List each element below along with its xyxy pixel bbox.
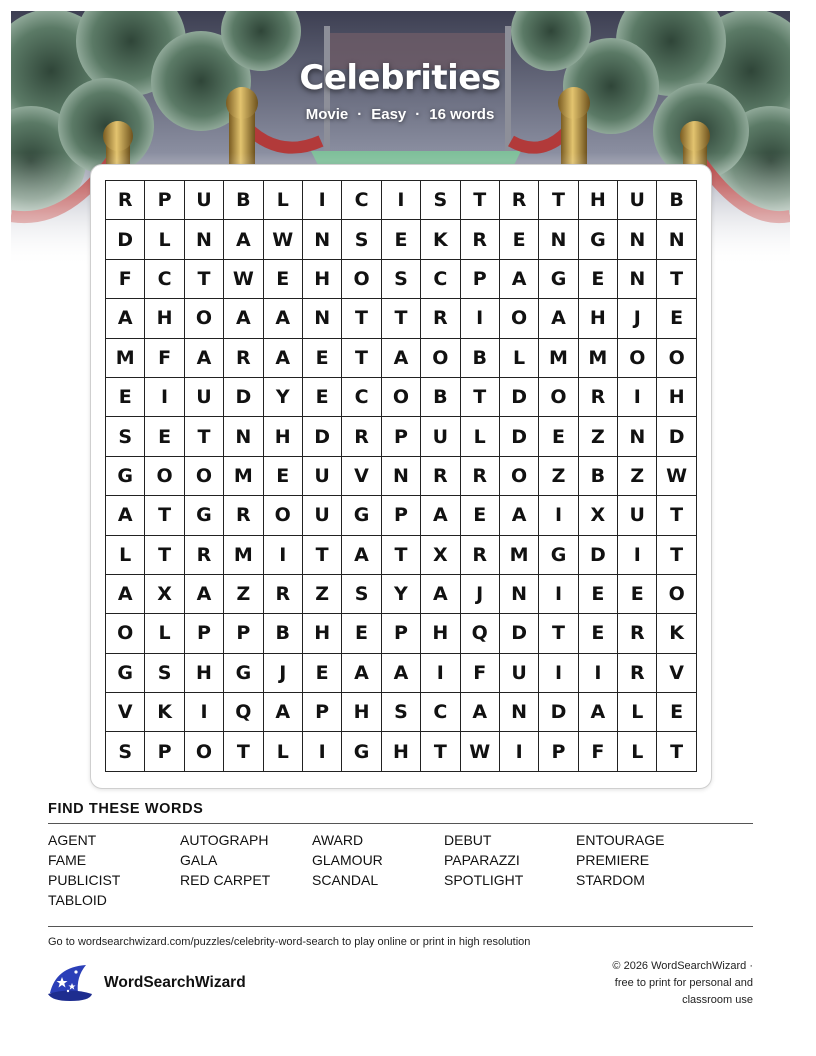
grid-cell[interactable]: H <box>657 378 696 417</box>
grid-cell[interactable]: A <box>106 496 145 535</box>
grid-cell[interactable]: E <box>657 693 696 732</box>
grid-cell[interactable]: C <box>342 181 381 220</box>
grid-cell[interactable]: A <box>421 496 460 535</box>
word-list-item: FAME <box>48 852 87 868</box>
grid-cell[interactable]: N <box>303 299 342 338</box>
grid-cell[interactable]: R <box>461 220 500 259</box>
grid-cell[interactable]: T <box>539 614 578 653</box>
grid-cell[interactable]: A <box>264 299 303 338</box>
grid-cell[interactable]: R <box>264 575 303 614</box>
grid-cell[interactable]: G <box>579 220 618 259</box>
header-text <box>0 58 800 123</box>
grid-cell[interactable]: G <box>539 260 578 299</box>
grid-cell[interactable]: E <box>264 260 303 299</box>
grid-cell[interactable]: O <box>185 732 224 771</box>
grid-cell[interactable]: A <box>185 575 224 614</box>
grid-cell[interactable]: A <box>500 496 539 535</box>
grid-cell[interactable]: R <box>224 496 263 535</box>
grid-cell[interactable]: P <box>145 732 184 771</box>
grid-cell[interactable]: E <box>579 614 618 653</box>
grid-cell[interactable]: E <box>303 339 342 378</box>
grid-cell[interactable]: Z <box>539 457 578 496</box>
grid-cell[interactable]: Q <box>461 614 500 653</box>
grid-cell[interactable]: N <box>224 417 263 456</box>
grid-cell[interactable]: P <box>145 181 184 220</box>
grid-cell[interactable]: F <box>579 732 618 771</box>
grid-cell[interactable]: H <box>303 614 342 653</box>
divider <box>48 823 753 824</box>
grid-cell[interactable]: T <box>145 536 184 575</box>
word-list-item: PAPARAZZI <box>444 852 520 868</box>
word-list-item: DEBUT <box>444 832 492 848</box>
grid-cell[interactable]: L <box>264 181 303 220</box>
grid-cell[interactable]: A <box>224 220 263 259</box>
grid-cell[interactable]: T <box>185 417 224 456</box>
grid-cell[interactable]: T <box>657 260 696 299</box>
grid-cell[interactable]: H <box>264 417 303 456</box>
grid-cell[interactable]: T <box>382 299 421 338</box>
grid-cell[interactable]: K <box>657 614 696 653</box>
word-list-heading: FIND THESE WORDS <box>48 801 204 817</box>
grid-cell[interactable]: Z <box>579 417 618 456</box>
grid-cell[interactable]: T <box>303 536 342 575</box>
grid-cell[interactable]: A <box>461 693 500 732</box>
grid-cell[interactable]: N <box>618 260 657 299</box>
word-count-label: 16 words <box>429 106 495 123</box>
grid-cell[interactable]: N <box>618 220 657 259</box>
grid-cell[interactable]: S <box>106 417 145 456</box>
word-list-item: SCANDAL <box>312 872 379 888</box>
grid-cell[interactable]: L <box>500 339 539 378</box>
grid-cell[interactable]: P <box>382 417 421 456</box>
grid-cell[interactable]: E <box>461 496 500 535</box>
grid-cell[interactable]: W <box>657 457 696 496</box>
grid-cell[interactable]: I <box>382 181 421 220</box>
grid-cell[interactable]: V <box>106 693 145 732</box>
grid-cell[interactable]: Z <box>303 575 342 614</box>
grid-cell[interactable]: O <box>106 614 145 653</box>
word-list-item: SPOTLIGHT <box>444 872 524 888</box>
word-list-item: AUTOGRAPH <box>180 832 269 848</box>
grid-cell[interactable]: N <box>303 220 342 259</box>
category-label: Movie <box>305 106 349 123</box>
grid-cell[interactable]: R <box>579 378 618 417</box>
grid-cell[interactable]: P <box>382 496 421 535</box>
grid-cell[interactable]: T <box>342 299 381 338</box>
grid-cell[interactable]: O <box>539 378 578 417</box>
grid-cell[interactable]: G <box>106 654 145 693</box>
copyright-notice <box>563 958 753 1009</box>
grid-cell[interactable]: N <box>539 220 578 259</box>
grid-cell[interactable]: A <box>342 536 381 575</box>
grid-cell[interactable]: F <box>106 260 145 299</box>
grid-cell[interactable]: S <box>382 693 421 732</box>
grid-cell[interactable]: A <box>342 654 381 693</box>
grid-cell[interactable]: C <box>421 260 460 299</box>
grid-cell[interactable]: O <box>145 457 184 496</box>
grid-cell[interactable]: B <box>579 457 618 496</box>
grid-cell[interactable]: P <box>382 614 421 653</box>
grid-cell[interactable]: O <box>421 339 460 378</box>
grid-cell[interactable]: T <box>539 181 578 220</box>
word-list-item: GALA <box>180 852 218 868</box>
grid-cell[interactable]: O <box>185 457 224 496</box>
grid-cell[interactable]: S <box>382 260 421 299</box>
copyright-line: classroom use <box>682 994 753 1006</box>
grid-cell[interactable]: R <box>342 417 381 456</box>
grid-cell[interactable]: H <box>421 614 460 653</box>
grid-cell[interactable]: G <box>539 536 578 575</box>
grid-cell[interactable]: S <box>342 220 381 259</box>
grid-cell[interactable]: R <box>618 654 657 693</box>
grid-cell[interactable]: E <box>579 575 618 614</box>
grid-cell[interactable]: O <box>382 378 421 417</box>
difficulty-label: Easy <box>371 106 407 123</box>
grid-cell[interactable]: D <box>224 378 263 417</box>
grid-cell[interactable]: E <box>382 220 421 259</box>
grid-cell[interactable]: I <box>303 732 342 771</box>
grid-cell[interactable]: T <box>461 378 500 417</box>
grid-cell[interactable]: E <box>145 417 184 456</box>
word-list-item: TABLOID <box>48 892 107 908</box>
word-list-item: RED CARPET <box>180 872 271 888</box>
grid-cell[interactable]: K <box>421 220 460 259</box>
grid-cell[interactable]: A <box>185 339 224 378</box>
grid-cell[interactable]: I <box>145 378 184 417</box>
grid-cell[interactable]: N <box>500 693 539 732</box>
grid-cell[interactable]: B <box>224 181 263 220</box>
grid-cell[interactable]: H <box>145 299 184 338</box>
grid-cell[interactable]: Z <box>618 457 657 496</box>
grid-cell[interactable]: A <box>106 299 145 338</box>
grid-cell[interactable]: R <box>500 181 539 220</box>
grid-cell[interactable]: U <box>500 654 539 693</box>
separator-dot: · <box>357 106 363 123</box>
grid-cell[interactable]: G <box>185 496 224 535</box>
grid-cell[interactable]: P <box>185 614 224 653</box>
grid-cell[interactable]: O <box>657 575 696 614</box>
grid-cell[interactable]: L <box>618 732 657 771</box>
grid-cell[interactable]: E <box>618 575 657 614</box>
grid-cell[interactable]: T <box>342 339 381 378</box>
grid-cell[interactable]: Y <box>264 378 303 417</box>
grid-cell[interactable]: U <box>303 496 342 535</box>
grid-cell[interactable]: T <box>382 536 421 575</box>
letter-grid[interactable] <box>105 180 697 772</box>
grid-cell[interactable]: B <box>264 614 303 653</box>
grid-cell[interactable]: D <box>579 536 618 575</box>
grid-cell[interactable]: I <box>579 654 618 693</box>
grid-cell[interactable]: A <box>264 693 303 732</box>
grid-cell[interactable]: D <box>539 693 578 732</box>
grid-cell[interactable]: H <box>303 260 342 299</box>
word-list-item: AWARD <box>312 832 364 848</box>
grid-cell[interactable]: D <box>500 614 539 653</box>
grid-cell[interactable]: R <box>421 299 460 338</box>
grid-cell[interactable]: P <box>303 693 342 732</box>
grid-cell[interactable]: P <box>461 260 500 299</box>
grid-cell[interactable]: L <box>461 417 500 456</box>
grid-cell[interactable]: D <box>303 417 342 456</box>
divider <box>48 926 753 927</box>
grid-cell[interactable]: K <box>145 693 184 732</box>
grid-cell[interactable]: A <box>382 339 421 378</box>
word-list-item: STARDOM <box>576 872 645 888</box>
grid-cell[interactable]: R <box>185 536 224 575</box>
grid-cell[interactable]: L <box>106 536 145 575</box>
grid-cell[interactable]: I <box>185 693 224 732</box>
grid-cell[interactable]: R <box>106 181 145 220</box>
grid-cell[interactable]: O <box>500 299 539 338</box>
grid-cell[interactable]: I <box>303 181 342 220</box>
copyright-line: © 2026 WordSearchWizard · <box>612 960 753 972</box>
puzzle-meta <box>0 106 800 123</box>
grid-cell[interactable]: I <box>539 575 578 614</box>
grid-cell[interactable]: T <box>224 732 263 771</box>
grid-cell[interactable]: J <box>461 575 500 614</box>
grid-cell[interactable]: T <box>657 732 696 771</box>
grid-cell[interactable]: D <box>657 417 696 456</box>
puzzle-title: Celebrities <box>299 58 501 98</box>
grid-cell[interactable]: E <box>106 378 145 417</box>
grid-cell[interactable]: U <box>185 181 224 220</box>
grid-cell[interactable]: T <box>145 496 184 535</box>
grid-cell[interactable]: N <box>500 575 539 614</box>
grid-cell[interactable]: A <box>421 575 460 614</box>
grid-cell[interactable]: R <box>224 339 263 378</box>
grid-cell[interactable]: U <box>303 457 342 496</box>
grid-cell[interactable]: E <box>539 417 578 456</box>
grid-cell[interactable]: Q <box>224 693 263 732</box>
grid-cell[interactable]: R <box>461 536 500 575</box>
grid-cell[interactable]: W <box>264 220 303 259</box>
grid-cell[interactable]: T <box>421 732 460 771</box>
grid-cell[interactable]: O <box>618 339 657 378</box>
grid-cell[interactable]: M <box>539 339 578 378</box>
grid-cell[interactable]: S <box>106 732 145 771</box>
grid-cell[interactable]: I <box>264 536 303 575</box>
grid-cell[interactable]: C <box>342 378 381 417</box>
grid-cell[interactable]: U <box>618 496 657 535</box>
grid-cell[interactable]: Z <box>224 575 263 614</box>
grid-cell[interactable]: L <box>145 220 184 259</box>
grid-cell[interactable]: A <box>264 339 303 378</box>
grid-cell[interactable]: E <box>264 457 303 496</box>
grid-cell[interactable]: A <box>224 299 263 338</box>
grid-cell[interactable]: V <box>657 654 696 693</box>
grid-cell[interactable]: U <box>185 378 224 417</box>
grid-cell[interactable]: P <box>224 614 263 653</box>
grid-cell[interactable]: B <box>461 339 500 378</box>
wizard-hat-icon <box>46 963 94 1005</box>
grid-cell[interactable]: L <box>618 693 657 732</box>
grid-cell[interactable]: S <box>421 181 460 220</box>
grid-cell[interactable]: M <box>579 339 618 378</box>
grid-cell[interactable]: T <box>185 260 224 299</box>
grid-cell[interactable]: P <box>539 732 578 771</box>
word-list-item: AGENT <box>48 832 97 848</box>
grid-cell[interactable]: I <box>500 732 539 771</box>
word-list <box>48 832 708 912</box>
grid-cell[interactable]: D <box>106 220 145 259</box>
grid-cell[interactable]: O <box>264 496 303 535</box>
word-list-item: ENTOURAGE <box>576 832 665 848</box>
puzzle-card <box>90 164 712 789</box>
grid-cell[interactable]: B <box>421 378 460 417</box>
grid-cell[interactable]: E <box>500 220 539 259</box>
grid-cell[interactable]: H <box>342 693 381 732</box>
grid-cell[interactable]: O <box>657 339 696 378</box>
grid-cell[interactable]: H <box>579 299 618 338</box>
grid-cell[interactable]: M <box>106 339 145 378</box>
separator-dot: · <box>415 106 421 123</box>
grid-cell[interactable]: F <box>461 654 500 693</box>
grid-cell[interactable]: X <box>579 496 618 535</box>
copyright-line: free to print for personal and <box>614 977 753 989</box>
grid-cell[interactable]: E <box>657 299 696 338</box>
grid-cell[interactable]: A <box>382 654 421 693</box>
grid-cell[interactable]: I <box>618 536 657 575</box>
grid-cell[interactable]: L <box>264 732 303 771</box>
grid-cell[interactable]: I <box>461 299 500 338</box>
grid-cell[interactable]: I <box>539 496 578 535</box>
brand-name: WordSearchWizard <box>104 974 246 991</box>
grid-cell[interactable]: S <box>342 575 381 614</box>
grid-cell[interactable]: L <box>145 614 184 653</box>
grid-cell[interactable]: E <box>579 260 618 299</box>
grid-cell[interactable]: G <box>342 732 381 771</box>
grid-cell[interactable]: R <box>421 457 460 496</box>
grid-cell[interactable]: V <box>342 457 381 496</box>
grid-cell[interactable]: A <box>539 299 578 338</box>
grid-cell[interactable]: O <box>500 457 539 496</box>
grid-cell[interactable]: E <box>303 378 342 417</box>
grid-cell[interactable]: D <box>500 417 539 456</box>
grid-cell[interactable]: X <box>421 536 460 575</box>
grid-cell[interactable]: G <box>342 496 381 535</box>
grid-cell[interactable]: A <box>106 575 145 614</box>
grid-cell[interactable]: Y <box>382 575 421 614</box>
grid-cell[interactable]: G <box>106 457 145 496</box>
online-link-text[interactable]: Go to wordsearchwizard.com/puzzles/celebrity-word-search to play online or print in high resolution <box>48 936 531 948</box>
grid-cell[interactable]: A <box>579 693 618 732</box>
grid-cell[interactable]: E <box>303 654 342 693</box>
grid-cell[interactable]: A <box>500 260 539 299</box>
grid-cell[interactable]: T <box>657 496 696 535</box>
grid-cell[interactable]: U <box>618 181 657 220</box>
grid-cell[interactable]: O <box>342 260 381 299</box>
grid-cell[interactable]: T <box>461 181 500 220</box>
grid-cell[interactable]: N <box>382 457 421 496</box>
grid-cell[interactable]: W <box>224 260 263 299</box>
grid-cell[interactable]: M <box>500 536 539 575</box>
grid-cell[interactable]: J <box>264 654 303 693</box>
grid-cell[interactable]: O <box>185 299 224 338</box>
grid-cell[interactable]: I <box>421 654 460 693</box>
grid-cell[interactable]: J <box>618 299 657 338</box>
grid-cell[interactable]: T <box>657 536 696 575</box>
grid-cell[interactable]: B <box>657 181 696 220</box>
grid-cell[interactable]: N <box>618 417 657 456</box>
word-list-item: PUBLICIST <box>48 872 121 888</box>
word-list-item: PREMIERE <box>576 852 650 868</box>
grid-cell[interactable]: H <box>185 654 224 693</box>
word-list-item: GLAMOUR <box>312 852 383 868</box>
grid-cell[interactable]: W <box>461 732 500 771</box>
grid-cell[interactable]: E <box>342 614 381 653</box>
grid-cell[interactable]: D <box>500 378 539 417</box>
grid-cell[interactable]: H <box>382 732 421 771</box>
grid-cell[interactable]: N <box>185 220 224 259</box>
grid-cell[interactable]: M <box>224 457 263 496</box>
grid-cell[interactable]: U <box>421 417 460 456</box>
grid-cell[interactable]: S <box>145 654 184 693</box>
grid-cell[interactable]: I <box>539 654 578 693</box>
grid-cell[interactable]: R <box>461 457 500 496</box>
grid-cell[interactable]: M <box>224 536 263 575</box>
grid-cell[interactable]: R <box>618 614 657 653</box>
grid-cell[interactable]: G <box>224 654 263 693</box>
grid-cell[interactable]: C <box>145 260 184 299</box>
grid-cell[interactable]: I <box>618 378 657 417</box>
grid-cell[interactable]: H <box>579 181 618 220</box>
grid-cell[interactable]: F <box>145 339 184 378</box>
grid-cell[interactable]: X <box>145 575 184 614</box>
grid-cell[interactable]: N <box>657 220 696 259</box>
grid-cell[interactable]: C <box>421 693 460 732</box>
